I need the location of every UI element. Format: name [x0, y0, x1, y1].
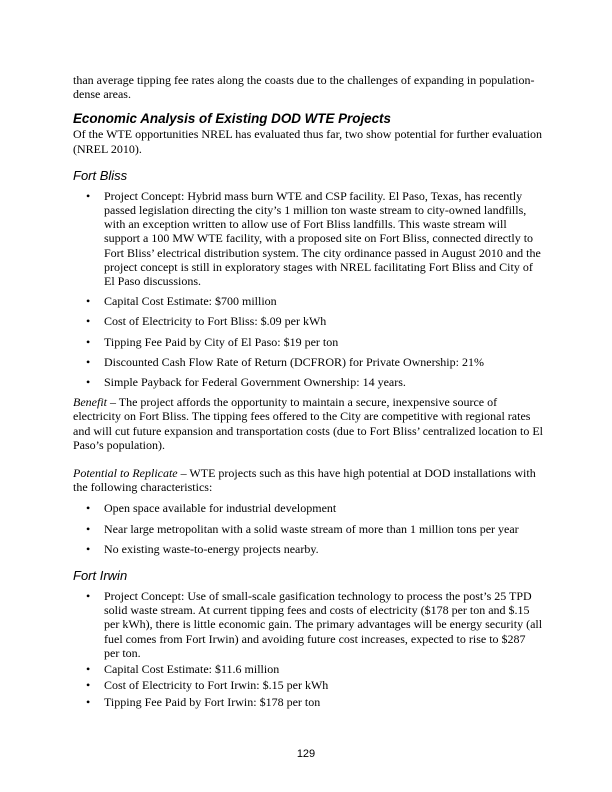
- bullet-icon: •: [86, 589, 91, 604]
- intro-paragraph: than average tipping fee rates along the coasts due to the challenges of expanding in population-dense areas.: [73, 73, 535, 102]
- characteristics-list: [73, 501, 543, 556]
- bullet-icon: •: [86, 294, 91, 309]
- bullet-icon: •: [86, 314, 91, 329]
- bullet-icon: •: [86, 354, 91, 369]
- list-item-text: Tipping Fee Paid by City of El Paso: $19 per ton: [104, 334, 339, 349]
- bullet-icon: •: [86, 501, 91, 516]
- list-item-text: Capital Cost Estimate: $700 million: [104, 294, 277, 309]
- section-heading: Economic Analysis of Existing DOD WTE Projects: [73, 111, 391, 127]
- bullet-icon: •: [86, 521, 91, 536]
- list-item: [73, 335, 543, 349]
- list-item: [73, 589, 543, 660]
- bullet-icon: •: [86, 541, 91, 556]
- list-item-text: Project Concept: Hybrid mass burn WTE and CSP facility. El Paso, Texas, has recently passed legislation directing the city’s 1 million ton waste stream to city-owned landfills, with an exception written to allow use of Fort Bliss landfills. This waste stream will support a 100 MW WTE facility, with a proposed site on Fort Bliss, connected directly to Fort Bliss’ electrical distribution system. The city ordinance passed in August 2010 and the project concept is still in exploratory stages with NREL facilitating Fort Bliss and City of El Paso discussions.: [104, 188, 541, 289]
- bullet-icon: •: [86, 334, 91, 349]
- list-item-text: Capital Cost Estimate: $11.6 million: [104, 662, 280, 677]
- fort-bliss-list: [73, 189, 543, 389]
- list-item-text: Cost of Electricity to Fort Bliss: $.09 per kWh: [104, 314, 327, 329]
- bullet-icon: •: [86, 662, 91, 677]
- list-item: [73, 501, 543, 515]
- bullet-icon: •: [86, 694, 91, 709]
- bullet-icon: •: [86, 678, 91, 693]
- list-item-text: Open space available for industrial development: [104, 501, 337, 516]
- document-page: [73, 73, 543, 711]
- fort-bliss-heading: Fort Bliss: [73, 167, 128, 183]
- benefit-paragraph: [73, 395, 543, 452]
- list-item-text: Tipping Fee Paid by Fort Irwin: $178 per ton: [104, 694, 321, 709]
- bullet-icon: •: [86, 188, 91, 203]
- list-item: [73, 314, 543, 328]
- list-item: [73, 542, 543, 556]
- bullet-icon: •: [86, 375, 91, 390]
- replicate-label: Potential to Replicate: [73, 466, 178, 481]
- page-number: 129: [296, 748, 316, 760]
- list-item-text: Near large metropolitan with a solid waste stream of more than 1 million tons per year: [104, 521, 519, 536]
- list-item-text: Discounted Cash Flow Rate of Return (DCFROR) for Private Ownership: 21%: [104, 354, 484, 369]
- section-body: Of the WTE opportunities NREL has evaluated thus far, two show potential for further evaluation (NREL 2010).: [73, 127, 543, 156]
- benefit-label: Benefit: [73, 395, 107, 410]
- benefit-text: – The project affords the opportunity to maintain a secure, inexpensive source of electricity on Fort Bliss. The tipping fees offered to the City are competitive with regional rates and will cut future expansion and transportation costs (due to Fort Bliss’ centralized location to El Paso’s population).: [73, 395, 543, 452]
- list-item-text: Project Concept: Use of small-scale gasification technology to process the post’s 25 TPD solid waste stream. At current tipping fees and costs of electricity ($178 per ton and $.15 per kWh), there is little economic gain. The primary advantages will be energy security (all fuel comes from Fort Irwin) and avoiding future cost increases, expected to rise to $287 per ton.: [104, 589, 543, 660]
- list-item: [73, 375, 543, 389]
- replicate-paragraph: [73, 466, 543, 494]
- list-item: [73, 189, 543, 288]
- list-item: [73, 678, 543, 692]
- list-item: [73, 294, 543, 308]
- list-item-text: Cost of Electricity to Fort Irwin: $.15 per kWh: [104, 678, 329, 693]
- list-item-text: Simple Payback for Federal Government Ownership: 14 years.: [104, 375, 406, 390]
- list-item: [73, 662, 543, 676]
- list-item: [73, 522, 543, 536]
- list-item: [73, 355, 543, 369]
- fort-irwin-heading: Fort Irwin: [73, 568, 128, 584]
- replicate-text: – WTE projects such as this have high potential at DOD installations with the following characteristics:: [73, 466, 536, 495]
- list-item-text: No existing waste-to-energy projects nearby.: [104, 541, 319, 556]
- list-item: [73, 695, 543, 709]
- fort-irwin-list: [73, 589, 543, 709]
